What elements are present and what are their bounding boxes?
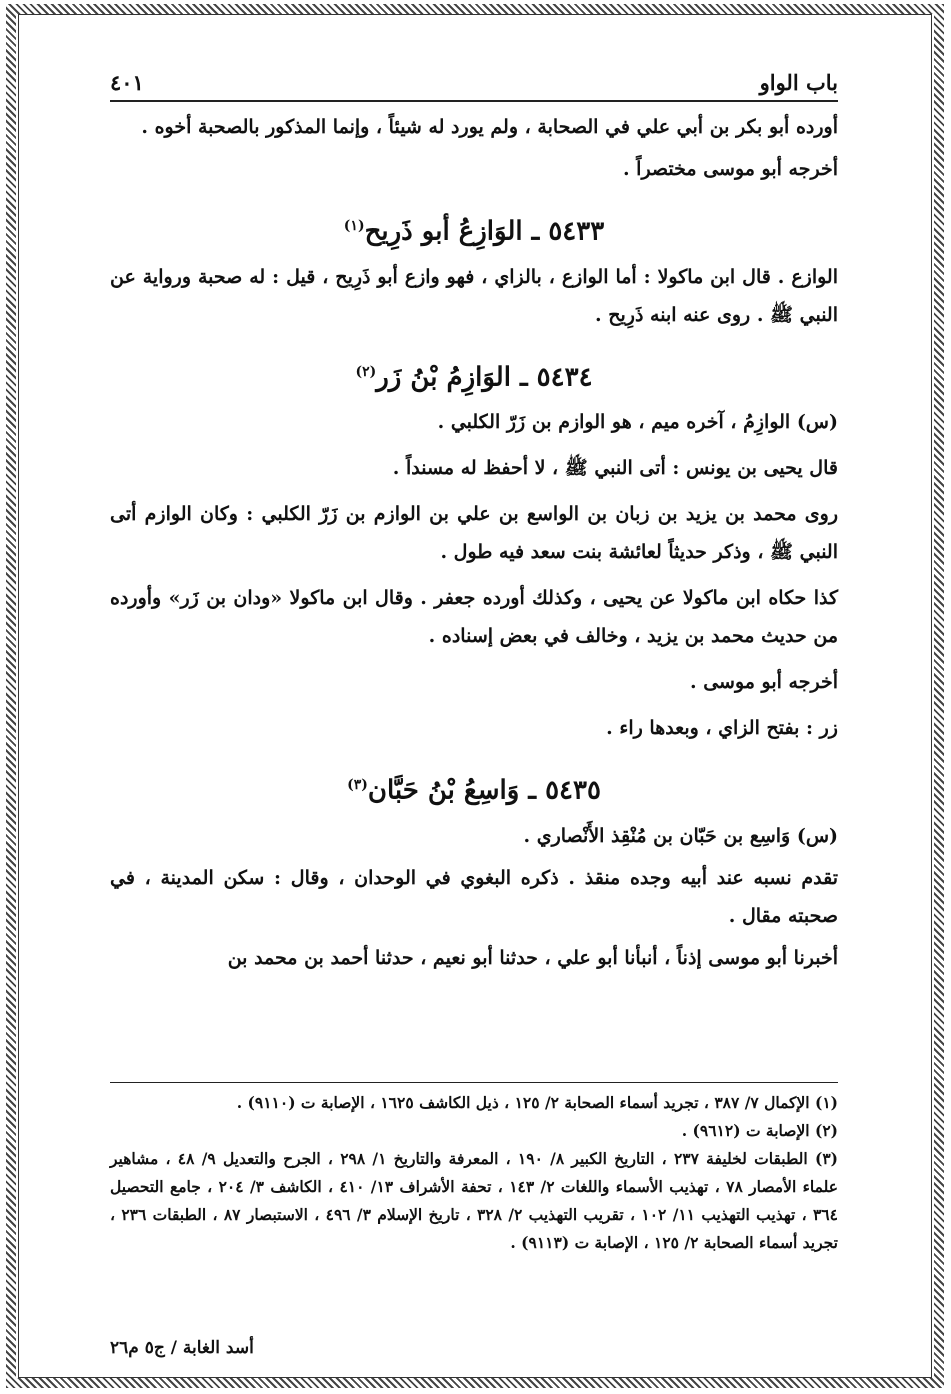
- paragraph: أخبرنا أبو موسى إذناً ، أنبأنا أبو علي ، حدثنا أبو نعيم ، حدثنا أحمد بن محمد بن: [227, 946, 838, 969]
- entry-title-text: ٥٤٣٣ ـ الوَازِعُ أبو ذَرِيح: [364, 216, 605, 247]
- footnote-ref: (٣): [347, 777, 368, 794]
- paragraph: أخرجه أبو موسى .: [689, 671, 838, 694]
- entry-title-text: ٥٤٣٥ ـ وَاسِعُ بْنُ حَبَّان: [367, 775, 601, 806]
- paragraph: الوازع . قال ابن ماكولا : أما الوازع ، بالزاي ، فهو وازع أبو ذَرِيح ، قيل : له صحبة ورواية عن النبي ﷺ . روى عنه ابنه ذَرِيح .: [110, 265, 838, 326]
- signature-mark: أسد الغابة / ج٥ م٢٦: [110, 1338, 254, 1358]
- running-head: [110, 60, 838, 102]
- entry-title-5435: [110, 765, 838, 811]
- footnotes: [110, 1082, 838, 1257]
- entry-title-5433: [110, 206, 838, 252]
- main-text: [110, 108, 838, 977]
- chapter-title: باب الواو: [759, 70, 838, 95]
- page-number: ٤٠١: [110, 70, 144, 95]
- paragraph: زر : بفتح الزاي ، وبعدها راء .: [606, 717, 838, 740]
- paragraph: كذا حكاه ابن ماكولا عن يحيى ، وكذلك أورده جعفر . وقال ابن ماكولا «ودان بن زَر» وأورده من حديث محمد بن يزيد ، وخالف في بعض إسناده .: [110, 587, 838, 648]
- paragraph: أخرجه أبو موسى مختصراً .: [622, 158, 838, 180]
- footnote-ref: (٢): [355, 363, 377, 380]
- paragraph: تقدم نسبه عند أبيه وجده منقذ . ذكره البغوي في الوحدان ، وقال : سكن المدينة ، في صحبته مقال .: [110, 866, 838, 927]
- paragraph: (س) الوازِمُ ، آخره ميم ، هو الوازم بن زَرّ الكلبي .: [437, 411, 838, 434]
- entry-title-text: ٥٤٣٤ ـ الوَازِمُ بْنُ زَر: [376, 362, 593, 393]
- paragraph: روى محمد بن يزيد بن زبان بن الواسع بن علي بن الوازم بن زَرّ الكلبي : وكان الوازم أتى النبي ﷺ ، وذكر حديثاً لعائشة بنت سعد فيه طول .: [110, 503, 838, 564]
- paragraph: (س) وَاسِع بن حَبّان بن مُنْقِذ الأَنْصاري .: [523, 824, 838, 847]
- footnote: (٢) الإصابة ت (٩٦١٢) .: [681, 1121, 838, 1140]
- paragraph: أورده أبو بكر بن أبي علي في الصحابة ، ولم يورد له شيئاً ، وإنما المذكور بالصحبة أخوه .: [141, 116, 838, 138]
- entry-title-5434: [110, 352, 838, 398]
- book-page: [110, 60, 838, 1360]
- paragraph: قال يحيى بن يونس : أتى النبي ﷺ ، لا أحفظ له مسنداً .: [392, 457, 838, 480]
- footnote: (١) الإكمال ٧/ ٣٨٧ ، تجريد أسماء الصحابة ٢/ ١٢٥ ، ذيل الكاشف ١٦٢٥ ، الإصابة ت (٩١١٠) .: [236, 1093, 838, 1112]
- footnote: (٣) الطبقات لخليفة ٢٣٧ ، التاريخ الكبير ٨/ ١٩٠ ، المعرفة والتاريخ ١/ ٢٩٨ ، الجرح والتعديل ٩/ ٤٨ ، مشاهير علماء الأمصار ٧٨ ، تهذيب الأسماء واللغات ٢/ ١٤٣ ، تحفة الأشراف ١٣/ ٤١٠ ، الكاشف ٣/ ٢٠٤ ، جامع التحصيل ٣٦٤ ، تهذيب التهذيب ١١/ ١٠٢ ، تقريب التهذيب ٢/ ٣٢٨ ، تاريخ الإسلام ٣/ ٤٩٦ ، الاستبصار ٨٧ ، الطبقات ٢٣٦ ، تجريد أسماء الصحابة ٢/ ١٢٥ ، الإصابة ت (٩١١٣) .: [110, 1149, 838, 1252]
- footnote-ref: (١): [343, 218, 365, 234]
